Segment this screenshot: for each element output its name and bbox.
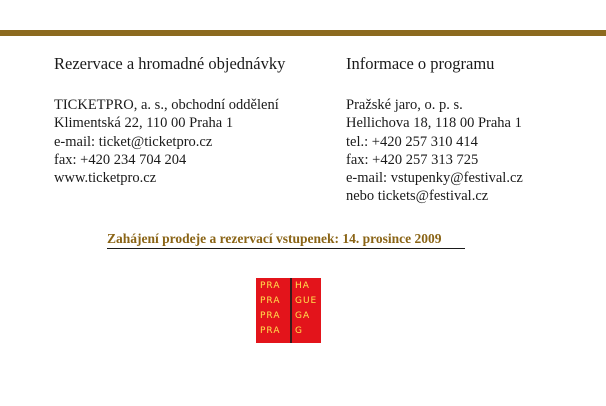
logo-row-right: HA — [295, 281, 310, 291]
logo-row-left: PRA — [260, 311, 281, 321]
logo-row — [260, 295, 322, 309]
logo-row — [260, 310, 322, 324]
reservations-line-address: Klimentská 22, 110 00 Praha 1 — [54, 115, 234, 132]
logo-row-left: PRA — [260, 296, 281, 306]
reservations-section — [54, 54, 339, 187]
logo-row-left: PRA — [260, 326, 281, 336]
top-rule — [0, 30, 606, 36]
reservations-line-email[interactable]: e-mail: ticket@ticketpro.cz — [54, 133, 213, 150]
program-info-line-org: Pražské jaro, o. p. s. — [346, 97, 463, 113]
logo-row — [260, 280, 322, 294]
program-info-line-address: Hellichova 18, 118 00 Praha 1 — [346, 115, 522, 132]
logo-row — [260, 325, 322, 339]
reservations-line-company: TICKETPRO, a. s., obchodní oddělení — [54, 97, 279, 113]
program-info-title: Informace o programu — [346, 54, 495, 73]
reservations-line-fax: fax: +420 234 704 204 — [54, 151, 187, 168]
logo-row-right: GA — [295, 311, 311, 321]
reservations-line-web[interactable]: www.ticketpro.cz — [54, 170, 157, 187]
logo-row-right: G — [295, 326, 303, 336]
logo-row-left: PRA — [260, 281, 281, 291]
sale-start-announcement: Zahájení prodeje a rezervací vstupenek: 14. prosince 2009 — [107, 230, 465, 249]
program-info-line-fax: fax: +420 257 313 725 — [346, 151, 479, 168]
logo-row-right: GUE — [295, 296, 318, 306]
praha-logo — [256, 278, 321, 343]
program-info-section — [346, 54, 596, 206]
program-info-line-email-alt[interactable]: nebo tickets@festival.cz — [346, 188, 489, 205]
program-info-line-email[interactable]: e-mail: vstupenky@festival.cz — [346, 170, 523, 187]
reservations-title: Rezervace a hromadné objednávky — [54, 54, 286, 73]
program-info-line-tel: tel.: +420 257 310 414 — [346, 133, 478, 150]
